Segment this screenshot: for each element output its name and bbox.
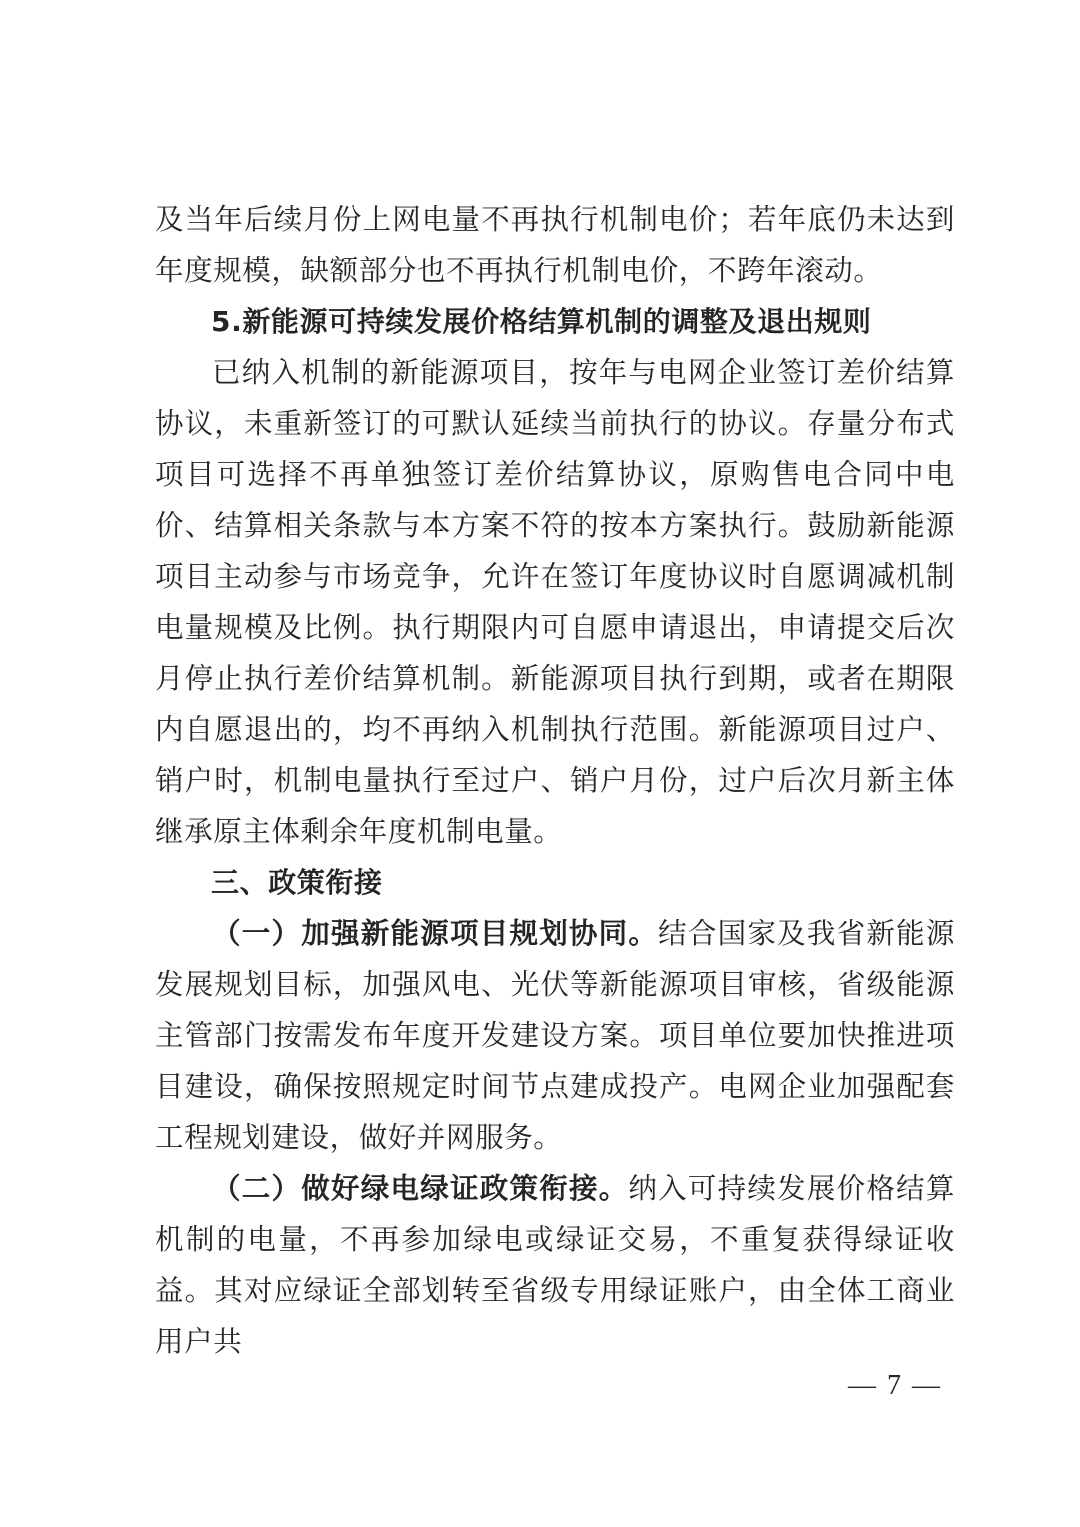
- page-number: — 7 —: [848, 1370, 942, 1401]
- continued-paragraph: 及当年后续月份上网电量不再执行机制电价；若年底仍未达到年度规模，缺额部分也不再执行机制电价，不跨年滚动。: [155, 203, 955, 287]
- paragraph-item-1: [155, 908, 955, 1163]
- subsection-heading-5: 5.新能源可持续发展价格结算机制的调整及退出规则: [211, 305, 872, 338]
- item-2-lead: （二）做好绿电绿证政策衔接。: [212, 1171, 629, 1205]
- paragraph-adjustment-exit-rules: 已纳入机制的新能源项目，按年与电网企业签订差价结算协议，未重新签订的可默认延续当前执行的协议。存量分布式项目可选择不再单独签订差价结算协议，原购售电合同中电价、结算相关条款与本方案不符的按本方案执行。鼓励新能源项目主动参与市场竞争，允许在签订年度协议时自愿调减机制电量规模及比例。执行期限内可自愿申请退出，申请提交后次月停止执行差价结算机制。新能源项目执行到期，或者在期限内自愿退出的，均不再纳入机制执行范围。新能源项目过户、销户时，机制电量执行至过户、销户月份，过户后次月新主体继承原主体剩余年度机制电量。: [155, 356, 955, 848]
- item-2-body: 纳入可持续发展价格结算机制的电量，不再参加绿电或绿证交易，不重复获得绿证收益。其对应绿证全部划转至省级专用绿证账户，由全体工商业用户共: [155, 1172, 955, 1358]
- section-heading-policy-connection: 三、政策衔接: [211, 866, 383, 899]
- document-body: [155, 194, 955, 1367]
- item-1-body: 结合国家及我省新能源发展规划目标，加强风电、光伏等新能源项目审核，省级能源主管部门按需发布年度开发建设方案。项目单位要加快推进项目建设，确保按照规定时间节点建成投产。电网企业加强配套工程规划建设，做好并网服务。: [155, 917, 955, 1154]
- item-1-lead: （一）加强新能源项目规划协同。: [212, 916, 659, 950]
- paragraph-item-2: [155, 1163, 955, 1367]
